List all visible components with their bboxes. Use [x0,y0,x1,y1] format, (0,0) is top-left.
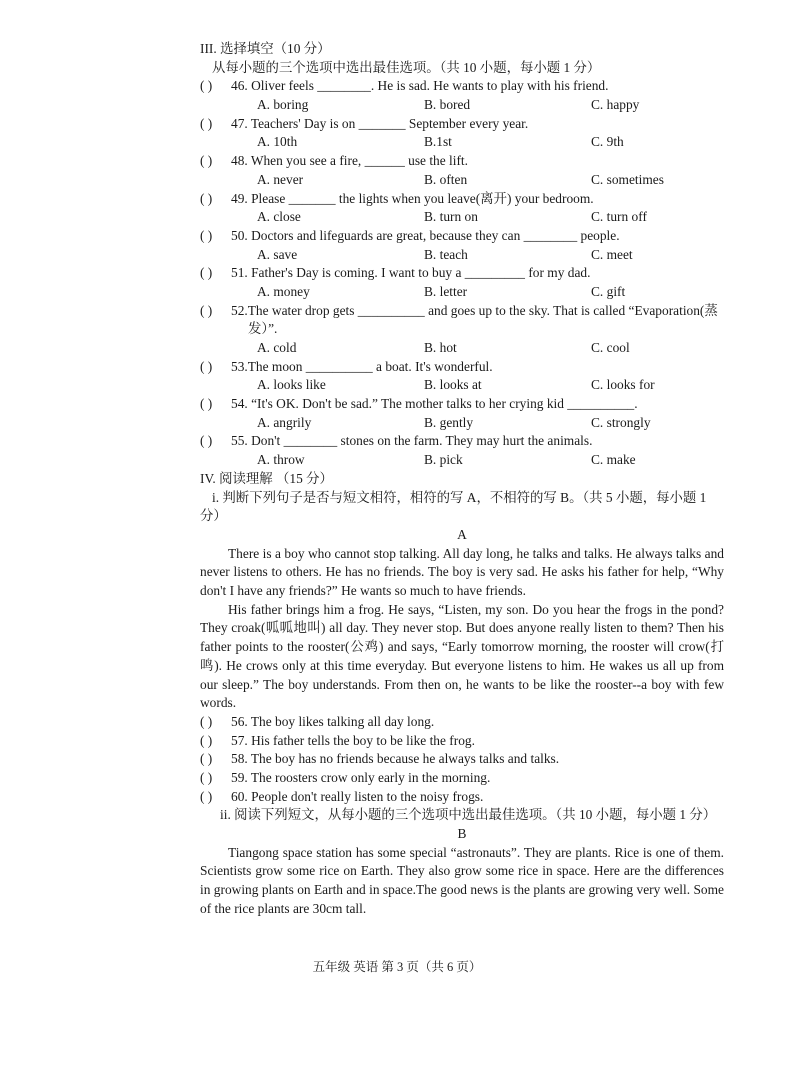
option-b: B. letter [424,283,468,299]
answer-blank[interactable]: ( ) [200,788,213,804]
exam-page [200,40,724,919]
passage-a-label: A [457,526,467,542]
option-a: A. looks like [257,377,326,393]
option-c: C. cool [591,340,630,355]
section-3-instruction: 从每小题的三个选项中选出最佳选项。（共 10 小题，每小题 1 分） [212,59,601,75]
options-row [200,414,724,433]
answer-blank[interactable]: ( ) [200,751,213,767]
option-b: B. teach [424,246,468,262]
option-b: B. looks at [424,377,482,393]
option-a: A. save [257,246,298,262]
option-b: B. hot [424,340,457,355]
true-false-list [200,713,724,806]
tf-question-row [200,750,724,769]
question-row [200,358,724,377]
question-text-continued: 发）”. [248,321,278,337]
answer-blank[interactable]: ( ) [200,115,213,131]
question-row [200,227,724,246]
option-c: C. 9th [591,134,624,150]
answer-blank[interactable]: ( ) [200,358,213,374]
tf-question-row [200,769,724,788]
part-2-instruction: ii. 阅读下列短文，从每小题的三个选项中选出最佳选项。（共 10 小题，每小题 1 分） [220,807,717,823]
multiple-choice-list [200,77,724,469]
question-text: 48. When you see a fire, ______ use the lift. [231,153,469,169]
option-a: A. close [257,209,301,225]
option-c: C. turn off [591,209,647,225]
question-row [200,432,724,451]
option-a: A. never [257,171,304,187]
passage-b-label: B [457,826,467,842]
option-c: C. make [591,452,636,468]
answer-blank[interactable]: ( ) [200,190,213,206]
answer-blank[interactable]: ( ) [200,433,213,449]
question-text: 55. Don't ________ stones on the farm. They may hurt the animals. [231,433,593,449]
answer-blank[interactable]: ( ) [200,78,213,94]
tf-question-row [200,788,724,807]
options-row [200,171,724,190]
option-c: C. meet [591,246,633,262]
question-text: 59. The roosters crow only early in the morning. [231,769,491,785]
question-text: 57. His father tells the boy to be like the frog. [231,732,475,748]
question-text: 56. The boy likes talking all day long. [231,713,435,729]
answer-blank[interactable]: ( ) [200,713,213,729]
answer-blank[interactable]: ( ) [200,769,213,785]
question-text: 58. The boy has no friends because he always talks and talks. [231,751,560,767]
options-row [200,339,724,358]
question-text: 60. People don't really listen to the noisy frogs. [231,788,484,804]
passage-a-paragraph-2: His father brings him a frog. He says, “Listen, my son. Do you hear the frogs in the pond? They croak(呱呱地叫) all day. They never stop. But does anyone really listen to them? Then his father points to the rooster(公鸡) and says, “Early tomorrow morning, the rooster will crow(打鸣). He crows only at this time everyday. But everyone listens to him. He wakes us all up from our sleep.” The boy understands. From then on, he wants to be like the rooster--a boy with few words. [200,601,724,711]
question-row [200,264,724,283]
option-a: A. throw [257,452,305,468]
options-row [200,451,724,470]
options-row [200,246,724,265]
option-c: C. sometimes [591,171,664,187]
answer-blank[interactable]: ( ) [200,227,213,243]
answer-blank[interactable]: ( ) [200,396,213,412]
question-row [200,152,724,171]
question-text: 46. Oliver feels ________. He is sad. He wants to play with his friend. [231,78,609,94]
answer-blank[interactable]: ( ) [200,153,213,169]
part-1-instruction: i. 判断下列句子是否与短文相符，相符的写 A，不相符的写 B。（共 5 小题，每小题 1 分） [200,489,707,524]
option-b: B. pick [424,452,463,468]
option-a: A. money [257,283,310,299]
question-text: 54. “It's OK. Don't be sad.” The mother talks to her crying kid __________. [231,396,638,412]
option-a: A. boring [257,97,309,113]
option-b: B. often [424,171,468,187]
option-b: B. bored [424,97,471,113]
option-a: A. 10th [257,134,298,150]
section-3-title: III. 选择填空（10 分） [200,41,331,56]
option-c: C. happy [591,97,640,113]
question-text: 47. Teachers' Day is on _______ September every year. [231,115,529,131]
option-c: C. strongly [591,414,651,430]
question-row [200,302,724,321]
page-footer: 五年级 英语 第 3 页（共 6 页） [312,960,482,974]
tf-question-row [200,713,724,732]
options-row [200,283,724,302]
question-text: 53.The moon __________ a boat. It's wonderful. [231,358,493,374]
passage-a-paragraph-1: There is a boy who cannot stop talking. All day long, he talks and talks. He always talks and never listens to others. He has no friends. The boy is very sad. He asks his father for help, “Why don't I have any friends?” He wants so much to have friends. [200,545,724,598]
options-row [200,208,724,227]
option-a: A. angrily [257,414,312,430]
option-b: B. gently [424,414,474,430]
answer-blank[interactable]: ( ) [200,732,213,748]
options-row [200,133,724,152]
question-text: 52.The water drop gets __________ and goes up to the sky. That is called “Evaporation(蒸 [231,302,718,318]
tf-question-row [200,732,724,751]
answer-blank[interactable]: ( ) [200,302,213,318]
question-text: 51. Father's Day is coming. I want to buy a _________ for my dad. [231,265,591,281]
question-row [200,395,724,414]
section-4-title: IV. 阅读理解 （15 分） [200,470,333,486]
question-row [200,115,724,134]
question-text: 49. Please _______ the lights when you leave(离开) your bedroom. [231,190,594,206]
question-row [200,190,724,209]
question-text: 50. Doctors and lifeguards are great, because they can ________ people. [231,227,620,243]
option-b: B.1st [424,134,452,150]
options-row [200,376,724,395]
passage-b-paragraph-1: Tiangong space station has some special “astronauts”. They are plants. Rice is one of them. Scientists grow some rice on Earth. They also grow some rice in space. Here are the differences in growing plants on Earth and in space.The good news is the plants are growing very well. Some of the rice plants are 30cm tall. [200,844,724,916]
option-c: C. looks for [591,377,655,393]
question-row [200,77,724,96]
option-a: A. cold [257,340,297,355]
answer-blank[interactable]: ( ) [200,265,213,281]
option-c: C. gift [591,283,626,299]
options-row [200,96,724,115]
option-b: B. turn on [424,209,478,225]
